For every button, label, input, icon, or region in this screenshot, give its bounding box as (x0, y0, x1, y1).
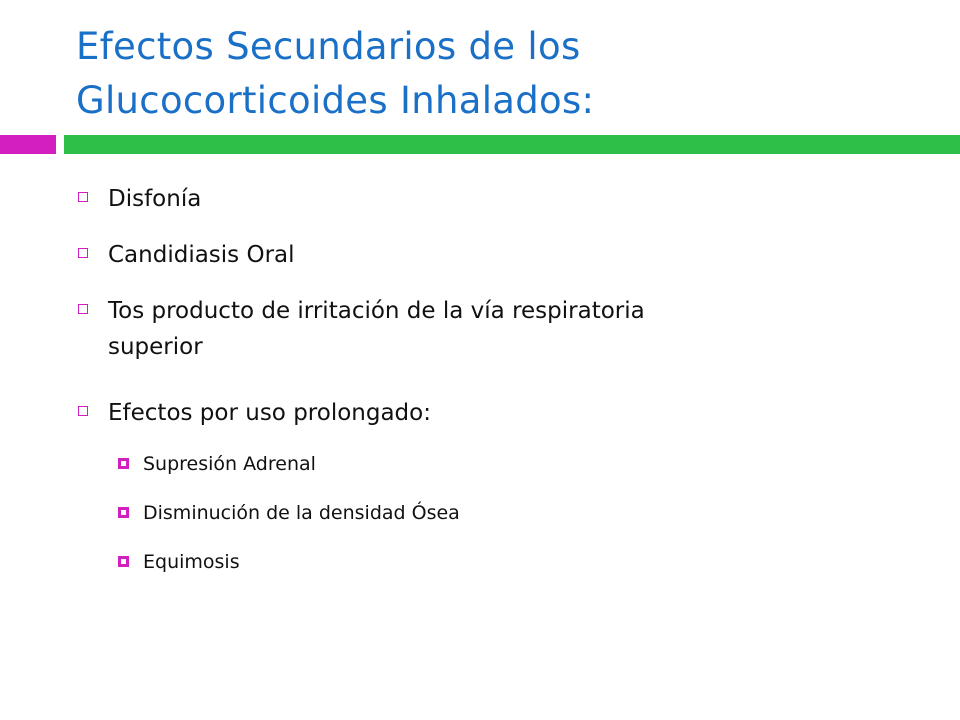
hollow-square-icon (78, 304, 88, 314)
slide-title-line-2: Glucocorticoides Inhalados: (76, 79, 595, 122)
bullet-text: Candidiasis Oral (108, 242, 295, 268)
bullet-text-line-1: Tos producto de irritación de la vía respiratoria (108, 298, 645, 324)
sub-bullet-text: Equimosis (143, 551, 240, 573)
bullet-text-line-2: superior (108, 334, 203, 360)
sub-bullet-text: Disminución de la densidad Ósea (143, 502, 460, 524)
bullet-text: Efectos por uso prolongado: (108, 400, 431, 426)
hollow-square-icon (78, 192, 88, 202)
filled-square-icon (118, 458, 129, 469)
filled-square-icon (118, 507, 129, 518)
filled-square-icon (118, 556, 129, 567)
sub-bullet-text: Supresión Adrenal (143, 453, 316, 475)
hollow-square-icon (78, 248, 88, 258)
hollow-square-icon (78, 406, 88, 416)
bullet-text (108, 293, 645, 365)
slide-title-line-1: Efectos Secundarios de los (76, 25, 581, 68)
bullet-text: Disfonía (108, 186, 202, 212)
